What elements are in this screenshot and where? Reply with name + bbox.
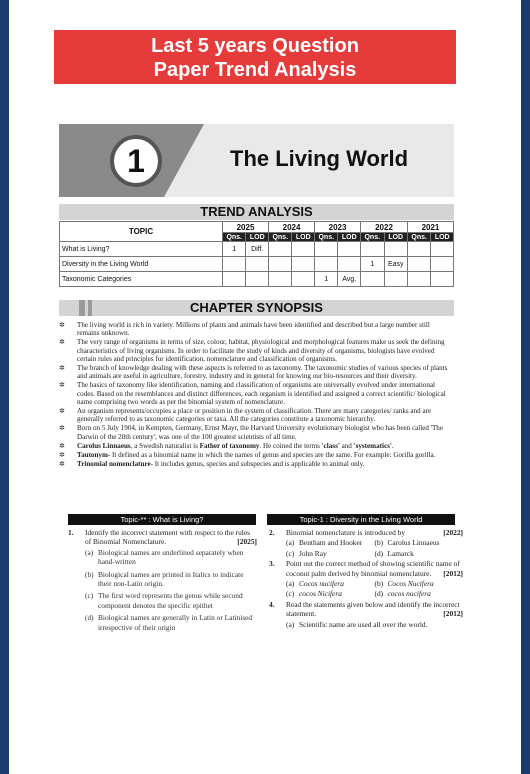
- cell: 1: [315, 272, 338, 287]
- synopsis-text: The basics of taxonomy like identification, naming and classification of organisms are universally evolved under international codes. Based on the resemblances and distinct differences, each organism is identified and assigned a correct scientific/ biological name comprising two words as per the binomial system of nomenclature.: [77, 381, 446, 407]
- option-text: John Ray: [299, 548, 327, 558]
- lod-header: LOD: [338, 233, 361, 242]
- synopsis-bar: [59, 300, 454, 316]
- trend-header-row: [60, 222, 454, 233]
- option: [286, 579, 375, 588]
- cell: Avg.: [338, 272, 361, 287]
- option-text: Cocos nucifera: [299, 579, 344, 589]
- cell: Diff.: [246, 242, 269, 257]
- linnaeus-text: and: [339, 441, 354, 450]
- asterisk-icon: ✲: [59, 364, 65, 373]
- option-label: (b): [85, 569, 94, 579]
- question-4: [269, 600, 463, 619]
- table-row: [60, 257, 454, 272]
- list-item: [59, 424, 454, 441]
- cell: [338, 257, 361, 272]
- option-text: The first word represents the genus while second component denotes the specific epithet: [98, 591, 243, 610]
- option: [375, 549, 464, 558]
- option: [286, 538, 375, 547]
- cell: [269, 257, 292, 272]
- synopsis-text: An organism represents/occupies a place or position in the system of classification. There are many categories/ ranks and are generally referred to as taxonomic categories or taxa. All the categories constitute a taxonomic hierarchy.: [77, 407, 432, 424]
- trend-analysis-bar: [59, 204, 454, 220]
- asterisk-icon: ✲: [59, 321, 65, 329]
- option: [68, 613, 257, 632]
- trend-analysis-heading: TREND ANALYSIS: [200, 204, 313, 219]
- option-text: Lamarck: [387, 548, 414, 558]
- chapter-synopsis: [59, 321, 454, 468]
- option: [68, 570, 257, 589]
- question-text: Identify the incorrect statement with respect to the rules of Binomial Nomenclature.: [85, 528, 250, 547]
- cell: [431, 242, 454, 257]
- topic-heading-right: Topic-1 : Diversity in the Living World: [267, 514, 455, 525]
- list-item: [59, 364, 454, 381]
- cell: [269, 242, 292, 257]
- list-item: [59, 338, 454, 363]
- cell: [338, 242, 361, 257]
- option-label: (d): [374, 548, 384, 558]
- lod-header: LOD: [384, 233, 407, 242]
- question-number: 1.: [68, 528, 74, 537]
- list-item: [59, 451, 454, 459]
- trend-table: [59, 221, 454, 287]
- right-column: [269, 528, 463, 630]
- qns-header: Qns.: [407, 233, 430, 242]
- option: [375, 589, 464, 598]
- synopsis-text: The living world is rich in variety. Millions of plants and animals have been identified and described but a large number still remains unknown.: [77, 321, 430, 338]
- qns-header: Qns.: [223, 233, 246, 242]
- year-header: 2024: [269, 222, 315, 233]
- qns-header: Qns.: [269, 233, 292, 242]
- year-header: 2023: [315, 222, 361, 233]
- cell: [223, 272, 246, 287]
- option-text: cocos nucifera: [387, 589, 431, 599]
- table-row: [60, 272, 454, 287]
- cell: [384, 242, 407, 257]
- option: [68, 548, 257, 567]
- question-2: [269, 528, 463, 537]
- option-label: (c): [286, 548, 295, 558]
- linnaeus-text: , a Swedish naturalist is: [130, 441, 200, 450]
- term-systematics: 'systematics': [353, 441, 392, 450]
- asterisk-icon: ✲: [59, 441, 65, 450]
- question-year: [2025]: [237, 537, 257, 547]
- option: [375, 579, 464, 588]
- topic-header: TOPIC: [60, 222, 223, 242]
- table-row: [60, 242, 454, 257]
- option-label: (a): [286, 538, 295, 548]
- topic-heading-left: Topic-** : What is Living?: [68, 514, 256, 525]
- option-label: (c): [85, 591, 94, 601]
- question-number: 4.: [269, 599, 275, 609]
- term-class: 'class': [321, 441, 340, 450]
- asterisk-icon: ✲: [59, 450, 65, 459]
- banner-line-1: Last 5 years Question: [151, 35, 359, 57]
- question-text: Point out the correct method of showing scientific name of coconut palm derived by binomial nomenclature.: [286, 559, 460, 578]
- cell: [292, 242, 315, 257]
- list-item: [59, 460, 454, 468]
- question-year: [2012]: [443, 609, 463, 619]
- option-text: Cocos Nucifera: [387, 579, 434, 589]
- chapter-number: 1: [110, 135, 162, 187]
- option-text: Carolus Linnaeus: [387, 538, 440, 548]
- list-item: [59, 381, 454, 406]
- question-number: 2.: [269, 528, 275, 537]
- option-label: (b): [374, 579, 384, 589]
- option-label: (d): [374, 589, 384, 599]
- synopsis-text: The branch of knowledge dealing with these aspects is referred to as taxonomy. The taxonomic studies of various species of plants and animals are useful in agriculture, forestry, industry and in general for knowing our bio-resources and their diversity.: [77, 364, 448, 381]
- banner-line-2: Paper Trend Analysis: [153, 59, 357, 81]
- row-topic: Diversity in the Living World: [60, 257, 223, 272]
- year-header: 2022: [361, 222, 408, 233]
- tautonym-term: Tautonym: [77, 450, 108, 459]
- question-year: [2022]: [443, 528, 463, 537]
- cell: [431, 272, 454, 287]
- row-topic: Taxonomic Categories: [60, 272, 223, 287]
- cell: [246, 257, 269, 272]
- cell: 1: [361, 257, 384, 272]
- option-label: (b): [374, 538, 384, 548]
- cell: [407, 272, 430, 287]
- cell: [384, 272, 407, 287]
- asterisk-icon: ✲: [59, 338, 65, 347]
- question-text: Binomial nomenclature is introduced by: [286, 528, 406, 537]
- question-1: [68, 528, 257, 547]
- question-text: Read the statements given below and identify the incorrect statement.: [286, 599, 460, 619]
- cell: [246, 272, 269, 287]
- option: [68, 591, 257, 610]
- list-item: [59, 321, 454, 338]
- cell: Easy: [384, 257, 407, 272]
- year-header: 2021: [407, 222, 453, 233]
- option: [375, 538, 464, 547]
- trend-banner: [54, 30, 456, 84]
- asterisk-icon: ✲: [59, 459, 65, 468]
- cell: [223, 257, 246, 272]
- cell: [315, 257, 338, 272]
- option-label: (a): [286, 619, 295, 629]
- question-3: [269, 559, 463, 578]
- option-label: (a): [286, 579, 295, 589]
- tautonym-text: - It defined as a binomial name in which the names of genus and species are the same. For example: Gorilla gorilla.: [107, 450, 436, 459]
- synopsis-heading: CHAPTER SYNOPSIS: [190, 300, 323, 315]
- cell: 1: [223, 242, 246, 257]
- option: [286, 549, 375, 558]
- options-grid: [269, 620, 463, 630]
- cell: [269, 272, 292, 287]
- question-number: 3.: [269, 559, 275, 569]
- option: [286, 589, 375, 598]
- cell: [292, 257, 315, 272]
- cell: [361, 272, 384, 287]
- linnaeus-name: Carolus Linnaeus: [77, 441, 131, 450]
- option: [286, 620, 463, 629]
- row-topic: What is Living?: [60, 242, 223, 257]
- cell: [292, 272, 315, 287]
- asterisk-icon: ✲: [59, 407, 65, 416]
- lod-header: LOD: [246, 233, 269, 242]
- left-column: [68, 528, 257, 635]
- cell: [315, 242, 338, 257]
- options-grid: [269, 538, 463, 559]
- cell: [407, 242, 430, 257]
- lod-header: LOD: [431, 233, 454, 242]
- qns-header: Qns.: [315, 233, 338, 242]
- option-text: Bentham and Hooker: [299, 538, 363, 548]
- cell: [407, 257, 430, 272]
- option-label: (c): [286, 589, 295, 599]
- lod-header: LOD: [292, 233, 315, 242]
- synopsis-text: Born on 5 July 1904, in Kempten, Germany, Ernst Mayr, the Harvard University evolutionary biologist who has been called 'The Darwin of the 20th century', was one of the 100 greatest scientists of all time.: [77, 424, 443, 441]
- linnaeus-text: .: [391, 441, 394, 450]
- option-text: Biological names are generally in Latin or Latinised irrespective of their origin: [98, 613, 253, 632]
- list-item: [59, 442, 454, 450]
- linnaeus-text: . He coined the terms: [259, 441, 322, 450]
- asterisk-icon: ✲: [59, 381, 65, 390]
- question-year: [2012]: [443, 568, 463, 578]
- year-header: 2025: [223, 222, 269, 233]
- qns-header: Qns.: [361, 233, 384, 242]
- list-item: [59, 407, 454, 424]
- option-label: (a): [85, 547, 94, 557]
- option-text: Biological names are printed in Italics to indicate their non-Latin origin.: [98, 569, 244, 589]
- option-text: cocos Nicifera: [299, 589, 342, 599]
- options-grid: [269, 579, 463, 600]
- asterisk-icon: ✲: [59, 424, 65, 433]
- option-text: Biological names are underlined separately when hand-written: [98, 547, 244, 567]
- trinomial-text: - It includes genus, species and subspecies and is applicable to animal only.: [150, 459, 365, 468]
- cell: [361, 242, 384, 257]
- option-text: Scientific name are used all over the world.: [299, 619, 428, 629]
- linnaeus-title: Father of taxonomy: [199, 441, 260, 450]
- trinomial-term: Trinomial nomenclature: [77, 459, 151, 468]
- cell: [431, 257, 454, 272]
- option-label: (d): [85, 613, 94, 623]
- synopsis-text: The very range of organisms in terms of size, colour, habitat, physiological and morphological features make us seek the defining characteristics of living organisms. In order to facilitate the study of kinds and diversity of organisms, biologists have evolved certain rules and principles for identification, nomenclature and classification of organisms.: [77, 338, 445, 364]
- chapter-title: The Living World: [230, 146, 409, 171]
